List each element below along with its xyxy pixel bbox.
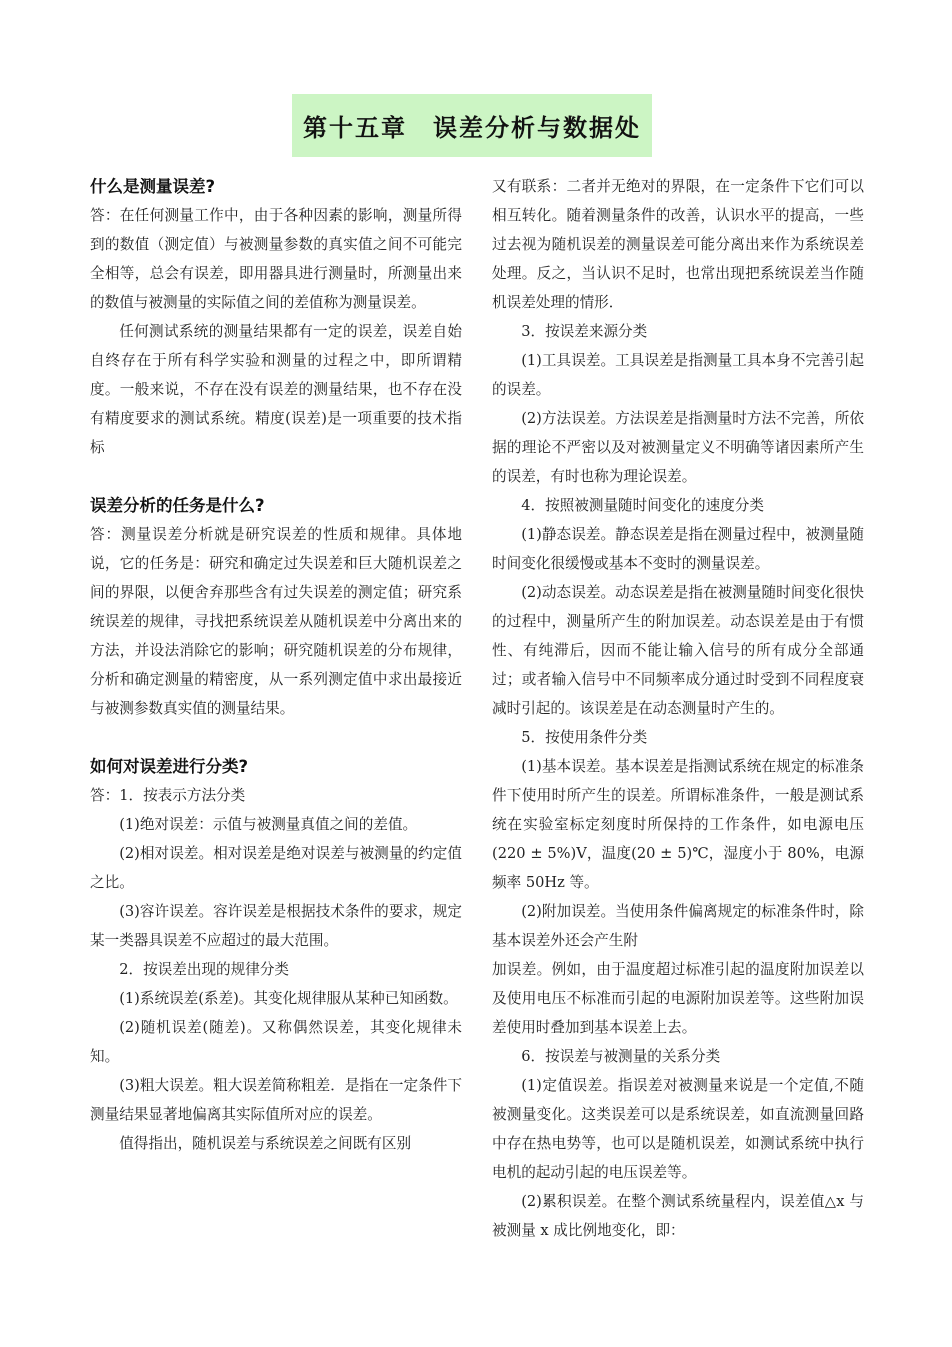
body-paragraph: (2)方法误差。方法误差是指测量时方法不完善，所依据的理论不严密以及对被测量定义不明确等诸因素所产生的误差，有时也称为理论误差。	[492, 410, 864, 485]
chapter-title: 第十五章 误差分析与数据处	[292, 94, 652, 157]
body-paragraph: (2)动态误差。动态误差是指在被测量随时间变化很快的过程中，测量所产生的附加误差。动态误差是由于有惯性、有纯滞后，因而不能让输入信号的所有成分全部通过；或者输入信号中不同频率成分通过时受到不同程度衰减时引起的。该误差是在动态测量时产生的。	[492, 584, 864, 717]
body-paragraph: (3)粗大误差。粗大误差简称粗差．是指在一定条件下测量结果显著地偏离其实际值所对应的误差。	[90, 1077, 462, 1123]
section-item: 3．按误差来源分类	[521, 323, 648, 340]
body-paragraph: (1)基本误差。基本误差是指测试系统在规定的标准条件下使用时所产生的误差。所谓标准条件，一般是测试系统在实验室标定刻度时所保持的工作条件，如电源电压(220 ± 5%)V，温度(20 ± 5)℃，湿度小于 80%，电源频率 50Hz 等。	[492, 758, 864, 891]
section-item: 6．按误差与被测量的关系分类	[521, 1048, 721, 1065]
right-column	[492, 172, 864, 1245]
body-paragraph: (1)静态误差。静态误差是指在测量过程中，被测量随时间变化很缓慢或基本不变时的测量误差。	[492, 526, 864, 572]
body-paragraph: 值得指出，随机误差与系统误差之间既有区别	[119, 1135, 412, 1152]
left-column	[90, 172, 462, 1158]
body-paragraph: (2)随机误差(随差)。又称偶然误差，其变化规律未知。	[90, 1019, 462, 1065]
answer-paragraph: 答：测量误差分析就是研究误差的性质和规律。具体地说，它的任务是：研究和确定过失误差和巨大随机误差之间的界限，以便舍弃那些含有过失误差的测定值；研究系统误差的规律，寻找把系统误差从随机误差中分离出来的方法，并设法消除它的影响；研究随机误差的分布规律，分析和确定测量的精密度，从一系列测定值中求出最接近与被测参数真实值的测量结果。	[90, 526, 462, 717]
section-item: 4．按照被测量随时间变化的速度分类	[521, 497, 764, 514]
question-heading-3: 如何对误差进行分类?	[90, 757, 249, 776]
body-paragraph: (2)累积误差。在整个测试系统量程内，误差值△x 与被测量 x 成比例地变化，即：	[492, 1193, 864, 1239]
question-heading-1: 什么是测量误差?	[90, 177, 216, 196]
question-heading-2: 误差分析的任务是什么?	[90, 496, 265, 515]
body-paragraph: (1)工具误差。工具误差是指测量工具本身不完善引起的误差。	[492, 352, 864, 398]
body-paragraph: 又有联系：二者并无绝对的界限，在一定条件下它们可以相互转化。随着测量条件的改善，认识水平的提高，一些过去视为随机误差的测量误差可能分离出来作为系统误差处理。反之，当认识不足时，也常出现把系统误差当作随机误差处理的情形．	[492, 178, 864, 311]
answer-paragraph: 答：在任何测量工作中，由于各种因素的影响，测量所得到的数值（测定值）与被测量参数的真实值之间不可能完全相等，总会有误差，即用器具进行测量时，所测量出来的数值与被测量的实际值之间的差值称为测量误差。	[90, 207, 462, 311]
body-paragraph: (1)系统误差(系差)。其变化规律服从某种已知函数。	[119, 990, 458, 1007]
answer-paragraph: 答：1．按表示方法分类	[90, 787, 246, 804]
body-paragraph: (1)绝对误差：示值与被测量真值之间的差值。	[119, 816, 418, 833]
body-paragraph: (2)相对误差。相对误差是绝对误差与被测量的约定值之比。	[90, 845, 462, 891]
body-paragraph: (3)容许误差。容许误差是根据技术条件的要求，规定某一类器具误差不应超过的最大范围。	[90, 903, 462, 949]
section-item: 2．按误差出现的规律分类	[119, 961, 290, 978]
body-paragraph: (1)定值误差。指误差对被测量来说是一个定值,不随被测量变化。这类误差可以是系统误差，如直流测量回路中存在热电势等，也可以是随机误差，如测试系统中执行电机的起动引起的电压误差等。	[492, 1077, 864, 1181]
section-item: 5．按使用条件分类	[521, 729, 648, 746]
body-paragraph: 任何测试系统的测量结果都有一定的误差，误差自始自终存在于所有科学实验和测量的过程之中，即所谓精度。一般来说，不存在没有误差的测量结果，也不存在没有精度要求的测试系统。精度(误差)是一项重要的技术指标	[90, 323, 462, 456]
body-paragraph: (2)附加误差。当使用条件偏离规定的标准条件时，除基本误差外还会产生附	[492, 903, 864, 949]
body-paragraph: 加误差。例如，由于温度超过标准引起的温度附加误差以及使用电压不标准而引起的电源附加误差等。这些附加误差使用时叠加到基本误差上去。	[492, 961, 864, 1036]
